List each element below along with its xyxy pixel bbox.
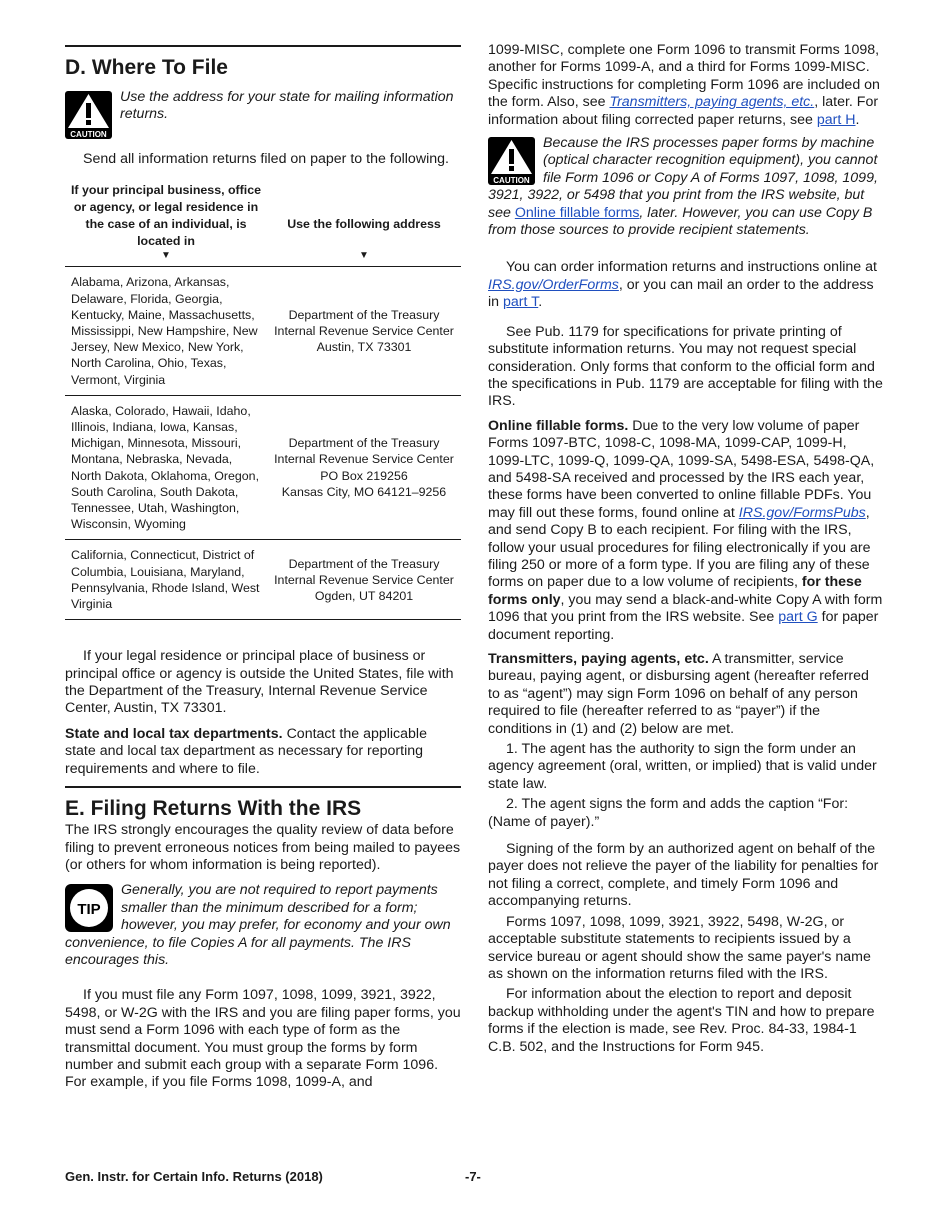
- table-row: [65, 540, 461, 620]
- pub1179-paragraph: See Pub. 1179 for specifications for private printing of substitute information returns. You may not request special consideration. Only forms that conform to the official form and the specifications in Pub. 1179 are acceptable for filing with the IRS.: [488, 323, 883, 410]
- caution-note: [65, 89, 461, 139]
- continued-paragraph: 1099-MISC, complete one Form 1096 to transmit Forms 1098, another for Forms 1099-A, and a third for Forms 1099-MISC. Specific instructions for completing Form 1096 are included on the form. Also, see Transmitters, paying agents, etc., later. For information about filing corrected paper returns, see part H.: [488, 42, 880, 128]
- section-e-intro: The IRS strongly encourages the quality review of data before filing to prevent erroneous notices from being mailed to payees (or others for whom information is being reported).: [65, 822, 461, 873]
- section-e-title: E. Filing Returns With the IRS: [65, 797, 362, 821]
- caution-text: Use the address for your state for mailing information returns.: [120, 89, 454, 123]
- transmitters-link[interactable]: Transmitters, paying agents, etc.: [609, 94, 815, 111]
- footer-doc-title: Gen. Instr. for Certain Info. Returns (2018): [65, 1169, 323, 1184]
- condition-1: 1. The agent has the authority to sign the form under an agency agreement (oral, written, or implied) that is valid under state law.: [488, 741, 877, 792]
- caution-label: CAUTION: [70, 130, 107, 139]
- table-cell-states: Alabama, Arizona, Arkansas, Delaware, Florida, Georgia, Kentucky, Maine, Massachusetts, Mississippi, New Hampshire, New Jersey, New Mexico, New York, North Carolina, Ohio, Texas, Vermont, Virginia: [65, 267, 267, 395]
- state-local-paragraph: State and local tax departments. Contact the applicable state and local tax department as necessary for reporting requirements and where to file.: [65, 725, 427, 777]
- left-column: [65, 0, 461, 1092]
- forms-pubs-link[interactable]: IRS.gov/FormsPubs: [738, 504, 866, 521]
- address-table: [65, 182, 461, 620]
- part-g-link[interactable]: part G: [778, 609, 818, 626]
- condition-2: 2. The agent signs the form and adds the caption “For: (Name of payer).”: [488, 796, 849, 830]
- down-arrow-icon: ▼: [359, 250, 369, 262]
- caution-icon: [488, 137, 535, 185]
- table-row: [65, 395, 461, 540]
- caution-icon: [65, 91, 112, 139]
- online-fillable-link[interactable]: Online fillable forms: [514, 204, 640, 221]
- order-paragraph: You can order information returns and instructions online at IRS.gov/OrderForms, or you can mail an order to the address in part T.: [488, 259, 877, 311]
- table-row: [65, 267, 461, 395]
- tip-note: [65, 882, 461, 969]
- transmitters-heading: Transmitters, paying agents, etc.: [488, 651, 709, 667]
- section-d-intro: Send all information returns filed on paper to the following.: [83, 151, 449, 167]
- election-paragraph: For information about the election to report and deposit backup withholding under the agent's TIN and how to prepare forms if the election is made, see Rev. Proc. 84-33, 1984-1 C.B. 502, and the Instructions for Form 945.: [488, 986, 875, 1055]
- section-rule: [65, 45, 461, 47]
- caution-text: Because the IRS processes paper forms by machine (optical character recognition equipment), you cannot file Form 1096 or Copy A of Forms 1097, 1098, 1099, 3921, 3922, or 5498 that you print from the IRS website, but see Online fillable forms, later. However, you can use Copy B from those sources to provide recipient statements.: [488, 135, 878, 239]
- table-header-address: Use the following address ▼: [267, 182, 461, 267]
- section-rule: [65, 786, 461, 788]
- part-t-link[interactable]: part T: [503, 294, 539, 311]
- part-h-link[interactable]: part H: [816, 111, 856, 128]
- signing-paragraph: Signing of the form by an authorized agent on behalf of the payer does not relieve the payer of the liability for penalties for not filing a correct, complete, and timely Form 1096 and accompanying returns.: [488, 841, 879, 910]
- forms-list-paragraph: Forms 1097, 1098, 1099, 3921, 3922, 5498, W-2G, or acceptable substitute statements to recipients issued by a service bureau or agent should show the same payer's name as shown on the information returns filed with the IRS.: [488, 913, 871, 982]
- transmitters-paragraph: Transmitters, paying agents, etc. A transmitter, service bureau, paying agent, or disbursing agent (hereafter referred to as “agent”) may sign Form 1096 on behalf of any person required to file (hereafter referred to as “payer”) if the conditions in (1) and (2) below are met.: [488, 651, 869, 737]
- state-local-heading: State and local tax departments.: [65, 725, 283, 742]
- online-fillable-heading: Online fillable forms.: [488, 417, 629, 434]
- table-cell-address: Department of the Treasury Internal Revenue Service Center PO Box 219256 Kansas City, MO 64121–9256: [267, 395, 461, 540]
- down-arrow-icon: ▼: [161, 250, 171, 262]
- tip-icon: [65, 884, 113, 932]
- caution-label: CAUTION: [493, 176, 530, 186]
- caution-note: [488, 135, 884, 239]
- tip-label: TIP: [77, 901, 101, 919]
- must-file-text: If you must file any Form 1097, 1098, 1099, 3921, 3922, 5498, or W-2G with the IRS and you are filing paper forms, you must send a Form 1096 with each type of form as the transmittal document. You must group the forms by form number and submit each group with a separate Form 1096. For example, if you file Forms 1098, 1099-A, and: [65, 987, 461, 1091]
- table-cell-states: Alaska, Colorado, Hawaii, Idaho, Illinois, Indiana, Iowa, Kansas, Michigan, Minnesota, Missouri, Montana, Nebraska, Nevada, North Dakota, Oklahoma, Oregon, South Carolina, South Dakota, Tennessee, Utah, Washington, Wisconsin, Wyoming: [65, 395, 267, 540]
- outside-us-text: If your legal residence or principal place of business or principal office or agency is outside the United States, file with the Department of the Treasury, Internal Revenue Service Center, Austin, TX 73301.: [65, 648, 454, 717]
- section-d-title: D. Where To File: [65, 56, 228, 79]
- table-cell-address: Department of the Treasury Internal Revenue Service Center Ogden, UT 84201: [267, 540, 461, 620]
- right-column: [488, 42, 884, 1056]
- page-number: -7-: [465, 1169, 481, 1184]
- order-forms-link[interactable]: IRS.gov/OrderForms: [488, 276, 619, 293]
- table-cell-states: California, Connecticut, District of Columbia, Louisiana, Maryland, Pennsylvania, Rhode Island, West Virginia: [65, 540, 267, 620]
- online-fillable-paragraph: Online fillable forms. Due to the very low volume of paper Forms 1097-BTC, 1098-C, 1098-MA, 1099-CAP, 1099-H, 1099-LTC, 1099-Q, 1099-QA, 1099-SA, 5498-ESA, 5498-QA, and 5498-SA received and processed by the IRS each year, these forms have been converted to online fillable PDFs. You may fill out these forms, found online at IRS.gov/FormsPubs, and send Copy B to each recipient. For filing with the IRS, follow your usual procedures for filing electronically if you are filing 250 or more of a form type. If you are filing any of these forms on paper due to a low volume of recipients, for these forms only, you may send a black-and-white Copy A with form 1096 that you print from the IRS website. See part G for paper document reporting.: [488, 417, 883, 643]
- tip-text: Generally, you are not required to report payments smaller than the minimum described for a form; however, you may prefer, for economy and your own convenience, to file Copies A for all payments. The IRS encourages this.: [65, 882, 451, 968]
- table-cell-address: Department of the Treasury Internal Revenue Service Center Austin, TX 73301: [267, 267, 461, 395]
- table-header-location: If your principal business, office or agency, or legal residence in the case of an individual, is located in ▼: [65, 182, 267, 267]
